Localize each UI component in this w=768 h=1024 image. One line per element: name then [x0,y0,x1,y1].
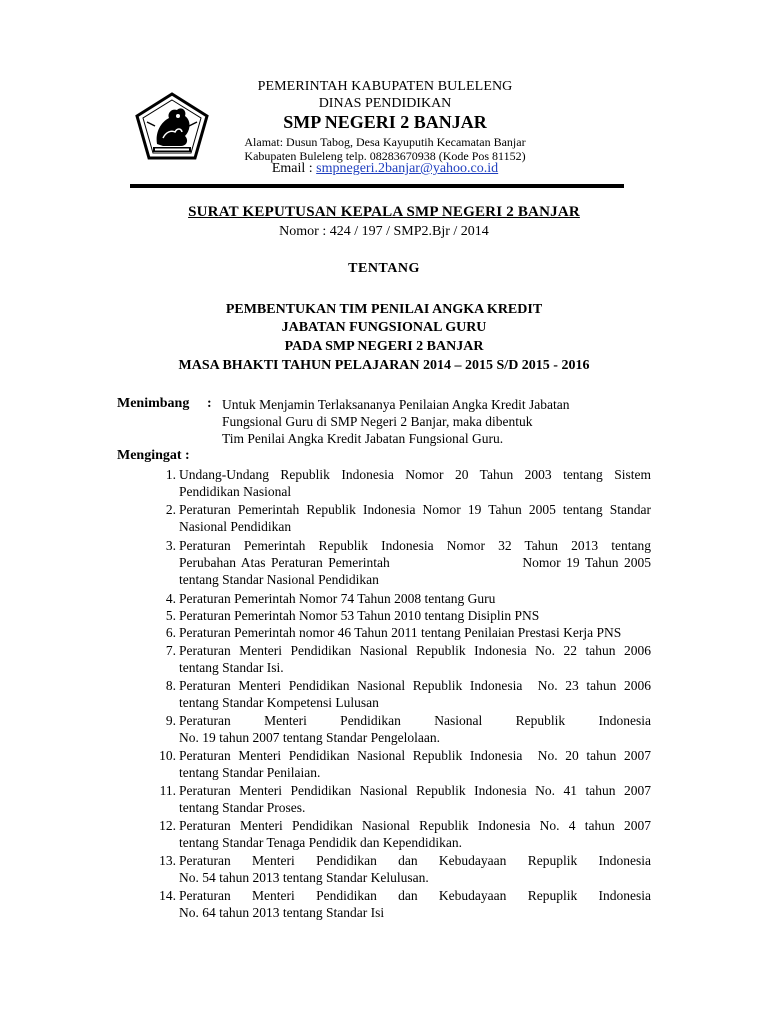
list-item-line: Peraturan Menteri Pendidikan dan Kebudayaan Repuplik Indonesia [179,888,651,903]
menimbang-label: Menimbang [117,396,190,411]
list-item-line: tentang Standar Penilaian. [179,765,321,780]
list-item-number: 2. [165,502,176,517]
letterhead-government: PEMERINTAH KABUPATEN BULELENG [257,79,513,94]
list-item-line: Peraturan Menteri Pendidikan Nasional Republik Indonesia No. 23 tahun 2006 [179,678,651,693]
list-item-line: Peraturan Menteri Pendidikan Nasional Republik Indonesia No. 22 tahun 2006 [179,643,651,658]
list-item-line: No. 64 tahun 2013 tentang Standar Isi [179,905,385,920]
list-item-number: 12. [159,818,176,833]
list-item-line: tentang Standar Nasional Pendidikan [179,572,379,587]
list-item-line: tentang Standar Tenaga Pendidik dan Kependidikan. [179,835,462,850]
subject-line-1: PEMBENTUKAN TIM PENILAI ANGKA KREDIT [225,302,543,317]
list-item-text [179,501,651,535]
email-link[interactable]: smpnegeri.2banjar@yahoo.co.id [316,161,499,176]
list-item-line: Peraturan Pemerintah Republik Indonesia Nomor 19 Tahun 2005 tentang Standar [179,502,651,517]
list-item-number: 7. [165,643,176,658]
subject-line-2: JABATAN FUNGSIONAL GURU [281,320,487,335]
list-item-number: 4. [165,591,176,606]
menimbang-line-1: Untuk Menjamin Terlaksananya Penilaian Angka Kredit Jabatan [222,397,570,412]
list-item-line: tentang Standar Kompetensi Lulusan [179,695,379,710]
menimbang-colon: : [207,396,212,411]
list-item-line: Peraturan Menteri Pendidikan Nasional Republik Indonesia No. 41 tahun 2007 [179,783,651,798]
document-number: Nomor : 424 / 197 / SMP2.Bjr / 2014 [279,224,489,239]
menimbang-line-2: Fungsional Guru di SMP Negeri 2 Banjar, maka dibentuk [222,414,533,429]
list-item-line: Pendidikan Nasional [179,484,292,499]
list-item-number: 14. [159,888,176,903]
document-title: SURAT KEPUTUSAN KEPALA SMP NEGERI 2 BANJAR [188,204,580,220]
list-item-text [179,817,651,851]
list-item-number: 3. [165,538,176,553]
letterhead-email [215,161,555,177]
list-item-text [179,537,651,588]
mengingat-label: Mengingat : [117,448,190,463]
list-item-line: No. 54 tahun 2013 tentang Standar Kelulusan. [179,870,429,885]
list-item-number: 8. [165,678,176,693]
list-item-text [179,712,651,746]
list-item-text [179,852,651,886]
list-item-text [179,624,651,641]
email-label: Email : [271,161,317,176]
list-item-number: 1. [165,467,176,482]
list-item-text [179,887,651,921]
list-item-line: tentang Standar Proses. [179,800,306,815]
list-item-line: Perubahan Atas Peraturan Pemerintah Nomor 19 Tahun 2005 [179,555,651,570]
list-item-number: 11. [159,783,176,798]
list-item-text [179,747,651,781]
list-item-number: 5. [165,608,176,623]
list-item-line: Peraturan Menteri Pendidikan dan Kebudayaan Repuplik Indonesia [179,853,651,868]
letterhead-school-name: SMP NEGERI 2 BANJAR [283,112,487,132]
menimbang-line-3: Tim Penilai Angka Kredit Jabatan Fungsional Guru. [222,431,504,446]
list-item-text [179,642,651,676]
list-item-line: Undang-Undang Republik Indonesia Nomor 20 Tahun 2003 tentang Sistem [179,467,651,482]
list-item-line: Peraturan Menteri Pendidikan Nasional Republik Indonesia No. 4 tahun 2007 [179,818,651,833]
list-item-line: No. 19 tahun 2007 tentang Standar Pengelolaan. [179,730,440,745]
list-item-text [179,782,651,816]
letterhead-department: DINAS PENDIDIKAN [318,96,452,111]
list-item-text [179,590,651,607]
list-item-text [179,607,651,624]
subject-line-3: PADA SMP NEGERI 2 BANJAR [284,339,484,354]
list-item-line: Peraturan Menteri Pendidikan Nasional Republik Indonesia No. 20 tahun 2007 [179,748,651,763]
list-item-line: Nasional Pendidikan [179,519,292,534]
list-item-text [179,466,651,500]
list-item-line: Peraturan Pemerintah Nomor 53 Tahun 2010 tentang Disiplin PNS [179,608,540,623]
list-item-line: Peraturan Menteri Pendidikan Nasional Republik Indonesia [179,713,651,728]
subject-line-4: MASA BHAKTI TAHUN PELAJARAN 2014 – 2015 S/D 2015 - 2016 [178,358,590,373]
buleleng-emblem-logo [133,92,211,162]
tentang-heading: TENTANG [348,261,420,276]
letterhead-address: Alamat: Dusun Tabog, Desa Kayuputih Kecamatan Banjar [244,135,526,149]
list-item-number: 13. [159,853,176,868]
list-item-text [179,677,651,711]
list-item-line: Peraturan Pemerintah Republik Indonesia Nomor 32 Tahun 2013 tentang [179,538,651,553]
list-item-line: tentang Standar Isi. [179,660,284,675]
list-item-number: 6. [165,625,176,640]
list-item-line: Peraturan Pemerintah nomor 46 Tahun 2011 tentang Penilaian Prestasi Kerja PNS [179,625,622,640]
letterhead-divider [130,184,624,188]
list-item-number: 9. [165,713,176,728]
letterhead-phone: Kabupaten Buleleng telp. 08283670938 (Kode Pos 81152) [244,149,526,163]
list-item-line: Peraturan Pemerintah Nomor 74 Tahun 2008 tentang Guru [179,591,496,606]
list-item-number: 10. [159,748,176,763]
